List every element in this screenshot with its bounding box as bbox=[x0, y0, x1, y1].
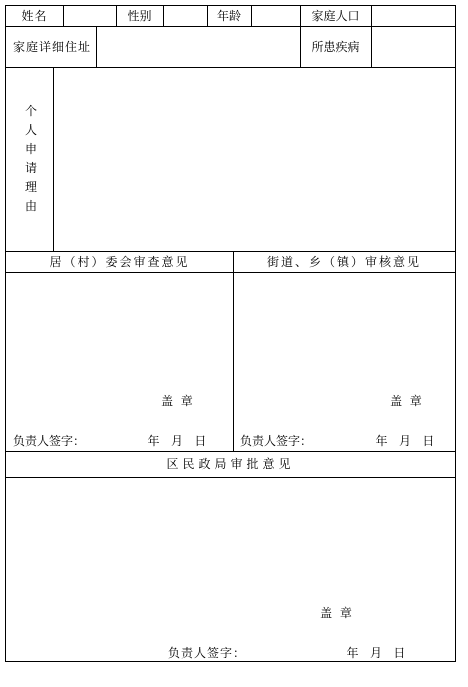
committee-stamp: 盖 章 bbox=[161, 394, 193, 408]
bureau-date: 年 月 日 bbox=[346, 646, 406, 660]
household-field[interactable] bbox=[371, 6, 455, 26]
application-form bbox=[5, 5, 456, 662]
personal-reason-char: 申 bbox=[24, 142, 37, 156]
personal-reason-label bbox=[21, 102, 41, 216]
personal-reason-field[interactable] bbox=[53, 67, 455, 251]
personal-reason-char: 请 bbox=[24, 161, 37, 175]
age-field[interactable] bbox=[251, 6, 300, 26]
gender-label: 性别 bbox=[127, 9, 152, 23]
name-label: 姓名 bbox=[21, 9, 48, 23]
age-label: 年龄 bbox=[216, 9, 241, 23]
bureau-opinion-field[interactable] bbox=[6, 477, 455, 597]
street-date: 年 月 日 bbox=[375, 434, 435, 448]
illness-field[interactable] bbox=[371, 26, 455, 67]
bureau-opinion-title: 区民政局审批意见 bbox=[166, 457, 295, 471]
household-label: 家庭人口 bbox=[311, 9, 360, 23]
committee-opinion-field[interactable] bbox=[6, 272, 233, 382]
illness-label: 所患疾病 bbox=[311, 39, 360, 54]
personal-reason-char: 个 bbox=[24, 104, 37, 118]
committee-opinion-title: 居（村）委会审查意见 bbox=[49, 254, 190, 269]
committee-signer-label: 负责人签字： bbox=[13, 434, 86, 448]
address-field[interactable] bbox=[96, 26, 300, 67]
bureau-stamp: 盖 章 bbox=[320, 606, 354, 620]
street-stamp: 盖 章 bbox=[390, 394, 422, 408]
personal-reason-char: 由 bbox=[24, 199, 37, 213]
name-field[interactable] bbox=[63, 6, 116, 26]
committee-date: 年 月 日 bbox=[147, 434, 207, 448]
street-opinion-field[interactable] bbox=[233, 272, 455, 382]
bureau-signer-label: 负责人签字： bbox=[168, 646, 247, 660]
personal-reason-char: 人 bbox=[24, 123, 37, 137]
address-label: 家庭详细住址 bbox=[12, 40, 91, 54]
street-signer-label: 负责人签字： bbox=[240, 434, 313, 448]
street-opinion-title: 街道、乡（镇）审核意见 bbox=[266, 254, 421, 269]
personal-reason-char: 理 bbox=[24, 180, 37, 194]
gender-field[interactable] bbox=[163, 6, 207, 26]
